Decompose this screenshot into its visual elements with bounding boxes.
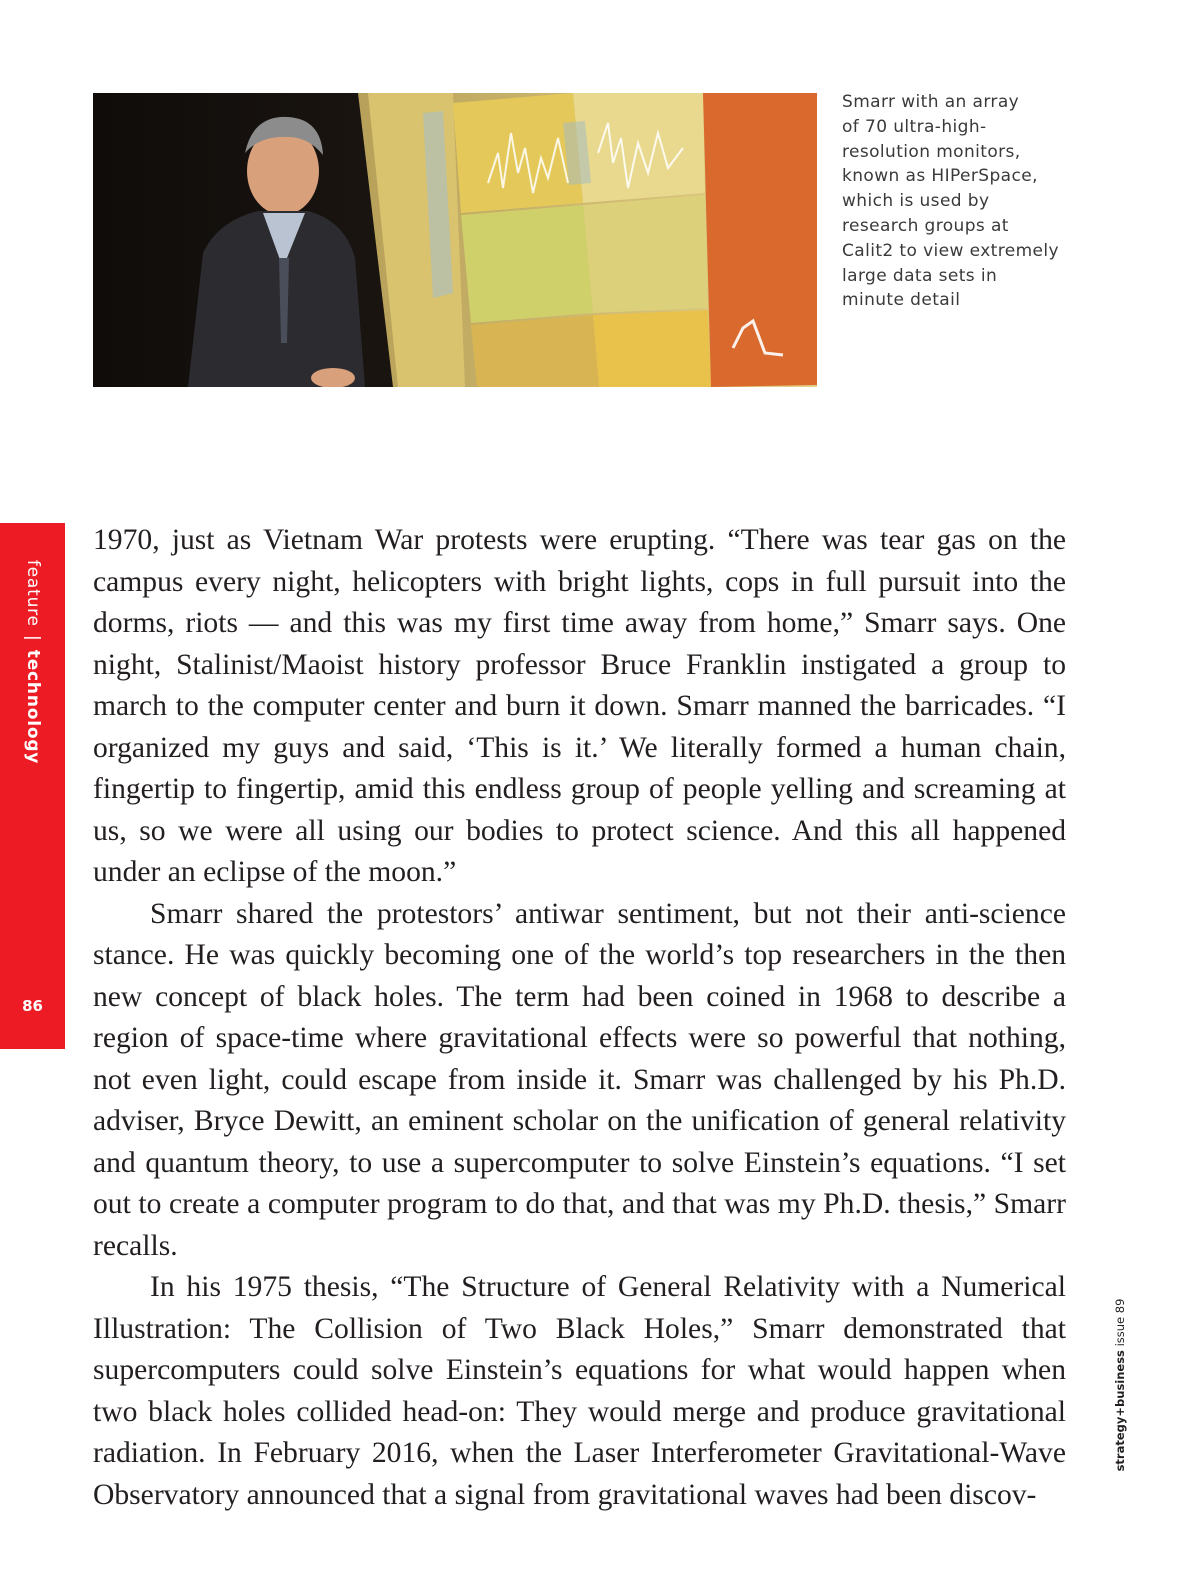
section-topic: technology	[23, 649, 43, 765]
article-paragraph: In his 1975 thesis, “The Structure of General Relativity with a Numerical Illustration: The Collision of Two Black Holes,” Smarr demonstrated that supercomputers could solve Einstein’s equations for what would happen when two black holes collided head-on: They would merge and produce gravitational radiation. In February 2016, when the Laser Interferometer Gravitational-Wave Observatory announced that a signal from gravitational waves had been discov-	[93, 1271, 1066, 1511]
caption-line: Calit2 to view extremely	[842, 240, 1060, 261]
caption-line: resolution monitors,	[842, 141, 1021, 162]
page-number: 86	[22, 997, 43, 1015]
article-paragraph: 1970, just as Vietnam War protests were erupting. “There was tear gas on the campus every night, helicopters with bright lights, cops in full pursuit into the dorms, riots — and this was my first time away from home,” Smarr says. One night, Stalinist/Maoist history professor Bruce Franklin instigated a group to march to the computer center and burn it down. Smarr manned the barricades. “I organized my guys and said, ‘This is it.’ We literally formed a human chain, fingertip to fingertip, amid this endless group of people yelling and screaming at us, so we were all using our bodies to protect science. And this all happened under an eclipse of the moon.”	[93, 524, 1066, 888]
article-paragraph: Smarr shared the protestors’ antiwar sentiment, but not their anti-science stance. He was quickly becoming one of the world’s top researchers in the then new concept of black holes. The term had been coined in 1968 to describe a region of space-time where gravitational effects were so powerful that nothing, not even light, could escape from inside it. Smarr was challenged by his Ph.D. adviser, Bryce Dewitt, an eminent scholar on the unification of general relativity and quantum theory, to use a supercomputer to solve Einstein’s equations. “I set out to create a computer program to do that, and that was my Ph.D. thesis,” Smarr recalls.	[93, 897, 1066, 1262]
photo-caption	[842, 90, 1072, 313]
feature-photo	[93, 93, 817, 387]
section-label	[23, 560, 43, 764]
article-body	[93, 520, 1066, 1516]
publication-name: strategy+business	[1113, 1350, 1127, 1472]
caption-line: minute detail	[842, 290, 961, 311]
caption-line: of 70 ultra-high-	[842, 116, 987, 137]
caption-line: research groups at	[842, 215, 1009, 236]
caption-line: large data sets in	[842, 265, 998, 286]
issue-number: issue 89	[1113, 1298, 1127, 1347]
caption-line: known as HIPerSpace,	[842, 166, 1038, 187]
section-prefix: feature	[23, 559, 43, 627]
caption-line: which is used by	[842, 191, 990, 212]
section-separator: |	[23, 635, 43, 642]
issue-footer	[1113, 1299, 1127, 1472]
caption-line: Smarr with an array	[842, 92, 1020, 112]
photo-smarr-hiperspace-icon	[93, 93, 817, 387]
